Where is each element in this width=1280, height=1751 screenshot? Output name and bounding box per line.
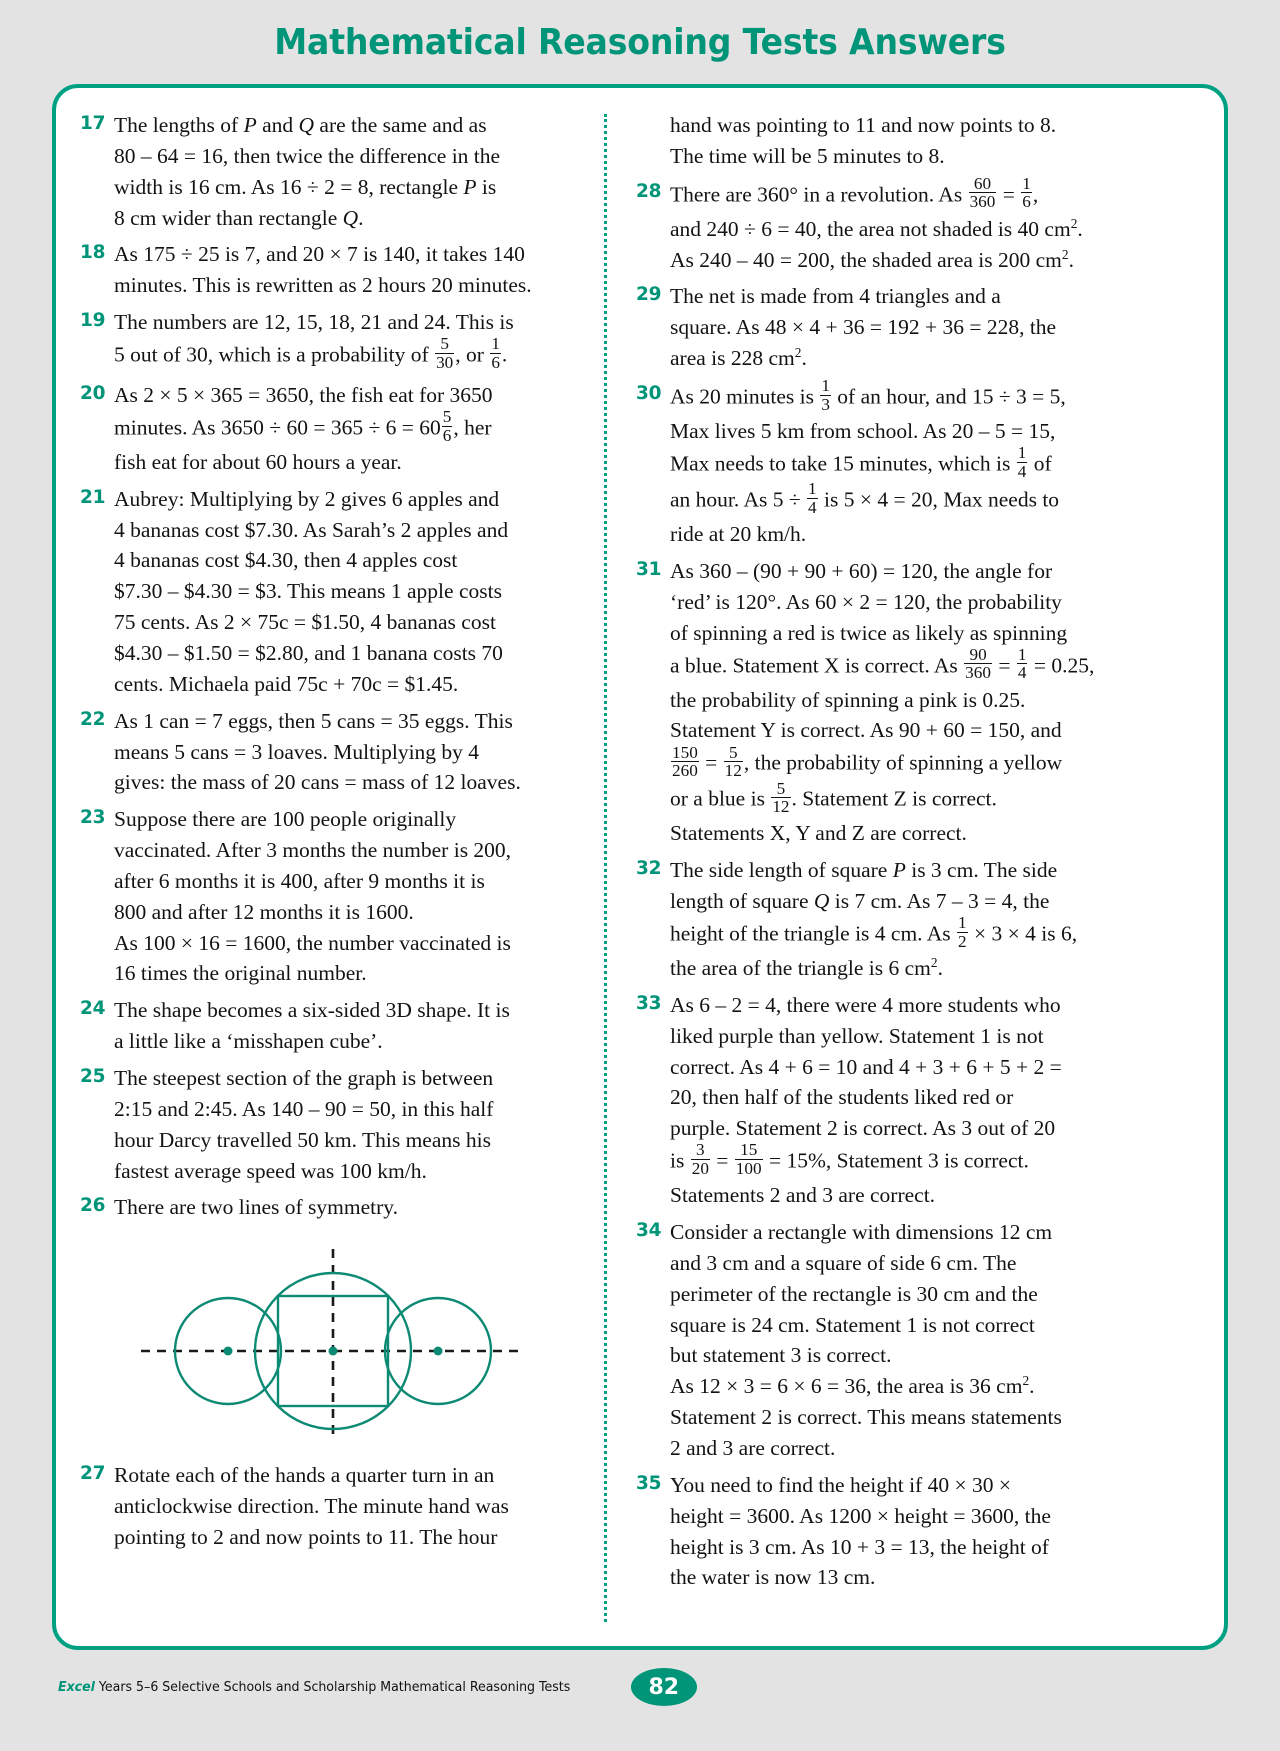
answer-number: 32 [636, 858, 662, 880]
answer-item-18 [80, 239, 586, 301]
answer-line: anticlockwise direction. The minute hand was [114, 1494, 509, 1519]
answer-text: Aubrey: Multiplying by 2 gives 6 apples and 4 bananas cost $7.30. As Sarah’s 2 apples and 4 bananas cost $4.30, then 4 apples cost $7.30 – $4.30 = $3. This means 1 apple costs 75 cents. As 2 × 75c = $1.50, 4 bananas cost $4.30 – $1.50 = $2.80, and 1 banana costs 70 cents. Michaela paid 75c + 70c = $1.45. [114, 486, 509, 696]
fraction-1-4: $\frac{1}{4}$ [1017, 644, 1027, 683]
fraction-5-12: $\frac{5}{12}$ [724, 742, 742, 781]
fraction-60-360: $\frac{60}{360}$ [969, 173, 996, 212]
answer-item-20 [80, 380, 586, 478]
fraction-5-12: $\frac{5}{12}$ [772, 778, 790, 817]
answer-item-35 [636, 1470, 1190, 1593]
symmetry-diagram [80, 1239, 586, 1444]
answer-text: As 20 minutes is $\frac{1}{3}$ of an hour, and 15 ÷ 3 = 5, Max lives 5 km from school. As 20 – 5 = 15, Max needs to take 15 minutes, which is $\frac{1}{4}$ of an hour. As 5 ÷ $\frac{1}{4}$ is 5 × 4 = 20, Max needs to ride at 20 km/h. [670, 376, 1066, 547]
fraction-3-20: $\frac{3}{20}$ [691, 1140, 709, 1178]
answer-text: The shape becomes a six-sided 3D shape. It is a little like a ‘misshapen cube’. [114, 998, 510, 1054]
answer-item-21 [80, 484, 586, 700]
answer-line: There are two lines of symmetry. [114, 1195, 398, 1220]
page-title: Mathematical Reasoning Tests Answers [274, 22, 1006, 63]
answer-number: 17 [80, 113, 106, 134]
answer-number: 21 [80, 486, 106, 508]
answer-item-24 [80, 995, 586, 1057]
answer-number: 18 [80, 242, 106, 264]
fraction-90-360: $\frac{90}{360}$ [965, 644, 991, 683]
answer-text: Suppose there are 100 people originally vaccinated. After 3 months the number is 200, after 6 months it is 400, after 9 months it is 800 and after 12 months it is 1600. As 100 × 16 = 1600, the number vaccinated is 16 times the original number. [114, 807, 512, 986]
answer-number: 27 [80, 1463, 106, 1485]
right-column [610, 110, 1190, 1626]
answer-text: The net is made from 4 triangles and a square. As 48 × 4 + 36 = 192 + 36 = 228, the area is 228 $cm^2$. [670, 284, 1057, 371]
footer-citation [58, 1679, 570, 1695]
answer-text: The numbers are 12, 15, 18, 21 and 24. This is 5 out of 30, which is a probability of $\frac{5}{30}$ , or $\frac{1}{6}$ . [114, 310, 514, 372]
answer-text: As 175 ÷ 25 is 7, and 20 × 7 is 140, it takes 140 minutes. This is rewritten as 2 hours 20 minutes. [114, 242, 532, 298]
answer-number: 29 [636, 284, 662, 306]
fraction-15-100: $\frac{15}{100}$ [735, 1140, 762, 1178]
fraction-1-6: $\frac{1}{6}$ [1022, 173, 1031, 212]
answer-number: 30 [636, 383, 662, 404]
answers-card [52, 84, 1228, 1650]
fraction-150-260: $\frac{150}{260}$ [672, 742, 698, 781]
answer-text: The steepest section of the graph is between 2:15 and 2:45. As 140 – 90 = 50, in this half hour Darcy travelled 50 km. This means his fastest average speed was 100 km/h. [114, 1065, 494, 1183]
page-number-badge: 82 [631, 1668, 697, 1706]
answer-line: Rotate each of the hands a quarter turn in an [114, 1463, 495, 1488]
answer-number: 20 [80, 383, 106, 404]
answer-number: 34 [636, 1220, 662, 1242]
left-column [80, 110, 604, 1626]
answer-text: As 1 can = 7 eggs, then 5 cans = 35 eggs. This means 5 cans = 3 loaves. Multiplying by 4 gives: the mass of 20 cans = mass of 12 loaves. [114, 708, 521, 795]
answer-number: 24 [80, 998, 106, 1020]
fraction-5-6: $\frac{5}{6}$ [442, 407, 452, 445]
answer-item-28 [636, 173, 1190, 276]
answer-item-27-continued [636, 110, 1190, 172]
answer-text: As 360 – (90 + 90 + 60) = 120, the angle for ‘red’ is 120°. As 60 × 2 = 120, the probability of spinning a red is twice as likely as spinning a blue. Statement X is correct. As $\frac{90}{360}$ = $\frac{1}{4}$ = 0.25, the probability of spinning a pink is 0.25. Statement Y is correct. As 90 + 60 = 150, and $\frac{150}{260}$ = $\frac{5}{12}$ , the probability of spinning a yellow or a blue is $\frac{5}{12}$ . Statement Z is correct. Statements X, Y and Z are correct. [670, 558, 1095, 846]
fraction-1-6: $\frac{1}{6}$ [491, 334, 500, 372]
answer-item-26 [80, 1192, 586, 1223]
page-footer [58, 1668, 1218, 1706]
answer-text: As 2 × 5 × 365 = 3650, the fish eat for 3650 minutes. As 3650 ÷ 60 = 365 ÷ 6 = 60 $\frac{5}{6}$ , her fish eat for about 60 hours a year. [114, 383, 493, 474]
brand-name: Excel [58, 1679, 95, 1695]
answer-text: As 6 – 2 = 4, there were 4 more students who liked purple than yellow. Statement 1 is not correct. As 4 + 6 = 10 and 4 + 3 + 6 + 5 + 2 = 20, then half of the students liked red or purple. Statement 2 is correct. As 3 out of 20 is $\frac{3}{20}$ = $\frac{15}{100}$ = 15%, Statement 3 is correct. Statements 2 and 3 are correct. [670, 992, 1062, 1208]
fraction-1-4: $\frac{1}{4}$ [1017, 443, 1027, 481]
answer-number: 22 [80, 708, 106, 730]
answer-item-25 [80, 1063, 586, 1186]
answer-item-29 [636, 281, 1190, 374]
answer-item-33 [636, 990, 1190, 1211]
answer-number: 33 [636, 992, 662, 1014]
answer-line: pointing to 2 and now points to 11. The hour [114, 1524, 498, 1549]
centre-dot-right [434, 1347, 443, 1356]
answer-number: 19 [80, 310, 106, 332]
answer-text: You need to find the height if 40 × 30 × height = 3600. As 1200 × height = 3600, the height is 3 cm. As 10 + 3 = 13, the height of the water is now 13 cm. [670, 1472, 1051, 1590]
answer-item-23 [80, 804, 586, 989]
fraction-1-3: $\frac{1}{3}$ [821, 376, 830, 414]
answer-item-30 [636, 376, 1190, 550]
answer-item-19 [80, 307, 586, 374]
answer-text: Consider a rectangle with dimensions 12 cm and 3 cm and a square of side 6 cm. The perimeter of the rectangle is 30 cm and the square is 24 cm. Statement 1 is not correct but statement 3 is correct. As 12 × 3 = 6 × 6 = 36, the area is 36 $cm^2$. Statement 2 is correct. This means statements 2 and 3 are correct. [670, 1220, 1062, 1460]
answer-number: 23 [80, 807, 106, 829]
answer-number: 26 [80, 1195, 106, 1217]
answer-item-31 [636, 556, 1190, 849]
fraction-1-2: $\frac{1}{2}$ [958, 913, 967, 951]
answer-text: The side length of square P is 3 cm. The side length of square Q is 7 cm. As 7 – 3 = 4, the height of the triangle is 4 cm. As $\frac{1}{2}$ × 3 × 4 is 6, the area of the triangle is 6 $cm^2$. [670, 858, 1078, 981]
answer-number-placeholder [636, 110, 670, 113]
three-circles-svg [133, 1239, 533, 1444]
answer-line: The time will be 5 minutes to 8. [670, 143, 945, 168]
answer-text: There are 360° in a revolution. As $\frac{60}{360}$ = $\frac{1}{6}$ , and 240 ÷ 6 = 40, the area not shaded is 40 $cm^2$. As 240 – 40 = 200, the shaded area is 200 $cm^2$. [670, 173, 1083, 272]
answer-item-27 [80, 1460, 586, 1553]
footer-title: Years 5–6 Selective Schools and Scholarship Mathematical Reasoning Tests [98, 1679, 571, 1695]
two-column-layout [56, 88, 1224, 1646]
centre-dot-left [224, 1347, 233, 1356]
answer-line: hand was pointing to 11 and now points to 8. [670, 113, 1057, 137]
fraction-1-4: $\frac{1}{4}$ [808, 479, 817, 517]
answer-item-17 [80, 110, 586, 233]
answer-number: 35 [636, 1472, 662, 1494]
answer-text [670, 110, 1190, 172]
answer-text [114, 1460, 586, 1553]
centre-dot-centre [329, 1347, 338, 1356]
answer-text: The lengths of P and Q are the same and as 80 – 64 = 16, then twice the difference in the width is 16 cm. As 16 ÷ 2 = 8, rectangle P is 8 cm wider than rectangle Q. [114, 113, 501, 230]
answer-item-32 [636, 855, 1190, 984]
answer-number: 31 [636, 558, 662, 580]
answer-item-22 [80, 706, 586, 799]
answer-number: 28 [636, 180, 662, 202]
fraction-5-30: $\frac{5}{30}$ [436, 334, 454, 372]
answer-number: 25 [80, 1065, 106, 1087]
answer-item-34 [636, 1217, 1190, 1464]
answer-text [114, 1192, 586, 1223]
